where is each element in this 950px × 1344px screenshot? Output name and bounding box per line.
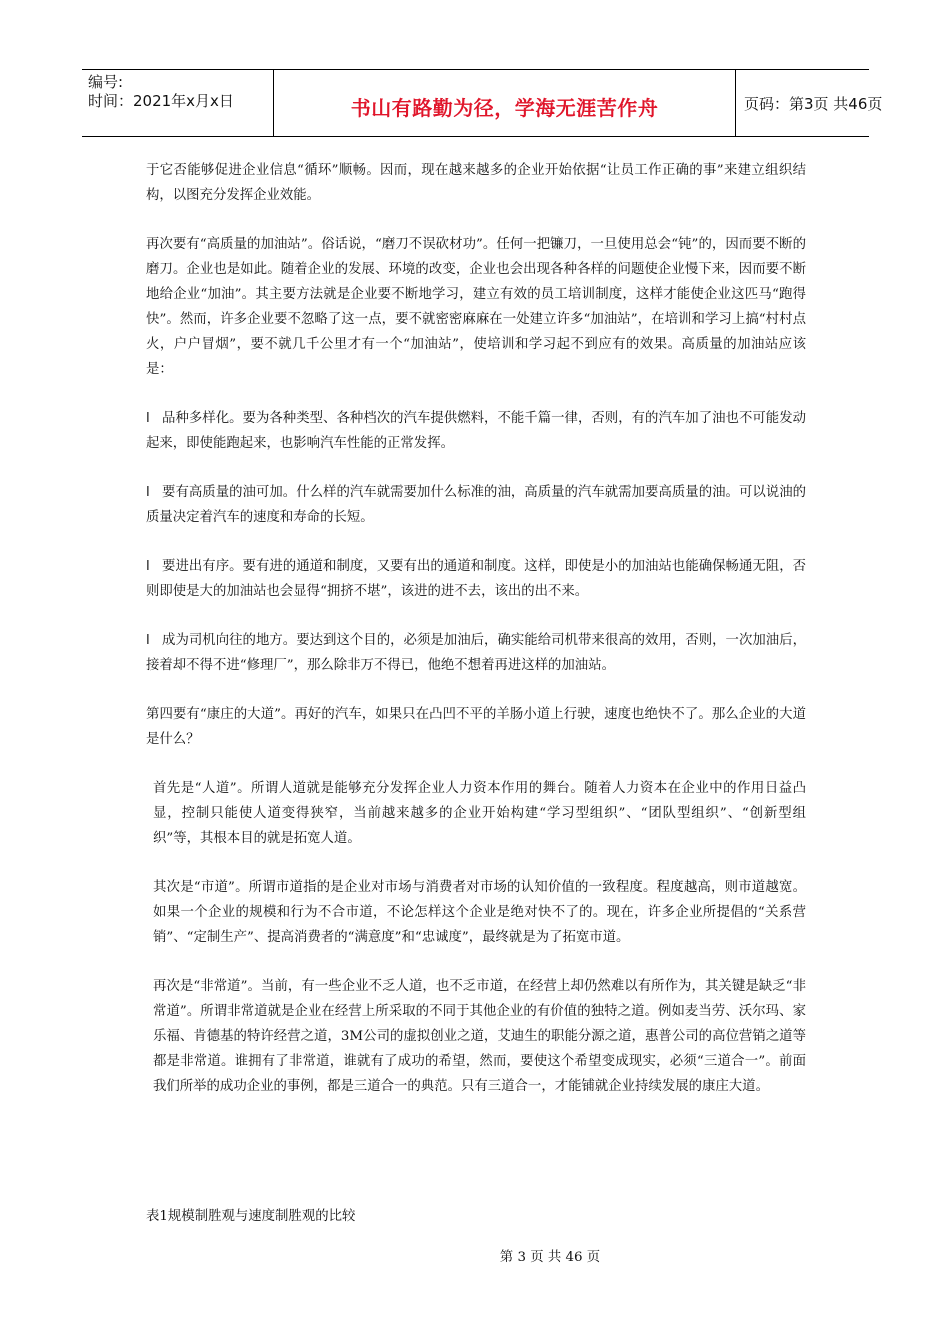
document-body	[146, 158, 806, 1099]
table-caption: 表1规模制胜观与速度制胜观的比较	[146, 1209, 356, 1224]
paragraph: 再次要有“高质量的加油站”。俗话说，“磨刀不误砍材功”。任何一把镰刀，一旦使用总会“钝”的，因而要不断的磨刀。企业也是如此。随着企业的发展、环境的改变，企业也会出现各种各样的问题使企业慢下来，因而要不断地给企业“加油”。其主要方法就是企业要不断地学习，建立有效的员工培训制度，这样才能使企业这匹马“跑得快”。然而，许多企业要不忽略了这一点，要不就密密麻麻在一处建立许多“加油站”，在培训和学习上搞“村村点火，户户冒烟”，要不就几千公里才有一个“加油站”，使培训和学习起不到应有的效果。高质量的加油站应该是：	[146, 237, 806, 377]
header-motto-cell	[274, 70, 736, 136]
bullet-item	[146, 406, 806, 456]
paragraph: 其次是“市道”。所谓市道指的是企业对市场与消费者对市场的认知价值的一致程度。程度越高，则市道越宽。如果一个企业的规模和行为不合市道，不论怎样这个企业是绝对快不了的。现在，许多企业所提倡的“关系营销”、“定制生产”、提高消费者的“满意度”和“忠诚度”，最终就是为了拓宽市道。	[153, 880, 806, 945]
paragraph: 首先是“人道”。所谓人道就是能够充分发挥企业人力资本作用的舞台。随着人力资本在企业中的作用日益凸显，控制只能使人道变得狭窄，当前越来越多的企业开始构建“学习型组织”、“团队型组织”、“创新型组织”等，其根本目的就是拓宽人道。	[153, 781, 806, 846]
bullet-item	[146, 480, 806, 530]
bullet-text: 要进出有序。要有进的通道和制度，又要有出的通道和制度。这样，即使是小的加油站也能确保畅通无阻，否则即使是大的加油站也会显得“拥挤不堪”，该进的进不去，该出的出不来。	[146, 559, 806, 599]
bullet-marker: l	[146, 633, 150, 648]
header-meta	[82, 70, 274, 136]
page-header	[82, 69, 883, 137]
document-time-label: 时间：2021年x月x日	[88, 92, 234, 110]
paragraph: 第四要有“康庄的大道”。再好的汽车，如果只在凸凹不平的羊肠小道上行驶，速度也绝快不了。那么企业的大道是什么？	[146, 707, 806, 747]
bullet-marker: l	[146, 485, 150, 500]
bullet-marker: l	[146, 411, 150, 426]
bullet-text: 品种多样化。要为各种类型、各种档次的汽车提供燃料，不能千篇一律，否则，有的汽车加了油也不可能发动起来，即使能跑起来，也影响汽车性能的正常发挥。	[146, 411, 806, 451]
bullet-text: 要有高质量的油可加。什么样的汽车就需要加什么标准的油，高质量的汽车就需加要高质量的油。可以说油的质量决定着汽车的速度和寿命的长短。	[146, 485, 806, 525]
document-number-label: 编号:	[88, 73, 124, 91]
paragraph: 再次是“非常道”。当前，有一些企业不乏人道，也不乏市道，在经营上却仍然难以有所作为，其关键是缺乏“非常道”。所谓非常道就是企业在经营上所采取的不同于其他企业的有价值的独特之道。例如麦当劳、沃尔玛、家乐福、肯德基的特许经营之道，3M公司的虚拟创业之道，艾迪生的职能分源之道，惠普公司的高位营销之道等都是非常道。谁拥有了非常道，谁就有了成功的希望，然而，要使这个希望变成现实，必须“三道合一”。前面我们所举的成功企业的事例，都是三道合一的典范。只有三道合一，才能铺就企业持续发展的康庄大道。	[153, 979, 806, 1094]
bullet-item	[146, 554, 806, 604]
motto-text: 书山有路勤为径，学海无涯苦作舟	[350, 95, 659, 120]
bullet-item	[146, 628, 806, 678]
bullet-text: 成为司机向往的地方。要达到这个目的，必须是加油后，确实能给司机带来很高的效用，否则，一次加油后，接着却不得不进“修理厂”，那么除非万不得已，他绝不想着再进这样的加油站。	[146, 633, 806, 673]
page-footer: 第 3 页 共 46 页	[499, 1250, 601, 1265]
paragraph: 于它否能够促进企业信息“循环”顺畅。因而，现在越来越多的企业开始依据“让员工作正确的事”来建立组织结构，以图充分发挥企业效能。	[146, 163, 806, 203]
bullet-marker: l	[146, 559, 150, 574]
header-page-info: 页码：第3页 共46页	[744, 94, 883, 113]
